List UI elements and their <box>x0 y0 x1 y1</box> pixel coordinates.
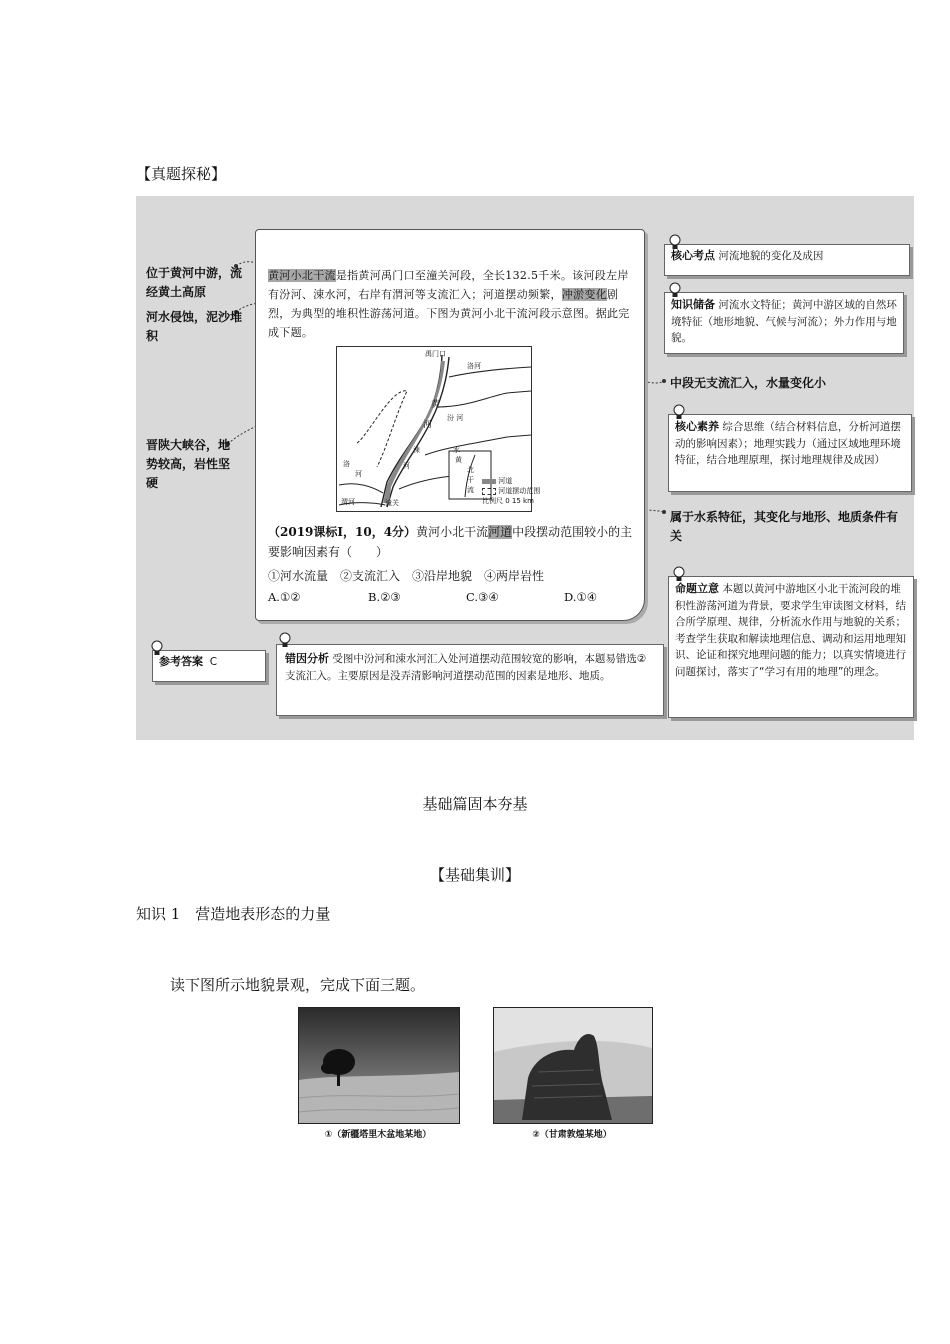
desert-tree-image <box>299 1008 459 1123</box>
question-stem: （2019课标Ⅰ，10，4分）黄河小北干流河道中段摆动范围较小的主要影响因素有（ ） <box>268 525 633 559</box>
label-luo: 洛 <box>343 460 350 468</box>
lightbulb-icon <box>668 234 682 254</box>
label-shui: 水 <box>453 446 460 454</box>
knowledge-heading: 知识 1 营造地表形态的力量 <box>136 905 331 923</box>
answer-options <box>268 590 638 610</box>
box-error-text: 受图中汾河和涑水河汇入处河道摆动范围较宽的影响，本题易错选②支流汇入。主要原因是没弄清影响河道摆动范围的因素是地形、地质。 <box>285 653 647 682</box>
inset-label-gan: 干 <box>467 476 474 484</box>
photo-2-caption: ②（甘肃敦煌某地） <box>532 1130 612 1140</box>
photo-desert-tree <box>298 1007 460 1124</box>
lightbulb-icon <box>278 632 292 652</box>
question-source: （2019课标Ⅰ，10，4分） <box>268 525 417 539</box>
box-error-analysis <box>276 644 664 716</box>
section-title-basic-training: 【基础集训】 <box>429 866 520 884</box>
lightbulb-icon <box>668 282 682 302</box>
box-knowledge-text: 河流水文特征；黄河中游区域的自然环境特征（地形地貌、气候与河流）；外力作用与地貌。 <box>671 299 897 344</box>
annotated-exam-figure <box>136 196 914 740</box>
passage-text: 黄河小北干流是指黄河禹门口至潼关河段，全长132.5千米。该河段左岸有汾河、涑水河，右岸有渭河等支流汇入；河道摆动频繁，冲淤变化剧烈，为典型的堆积性游荡河道。下图为黄河小北干流河段示意图。据此完成下题。 <box>268 269 630 339</box>
option-d: D.①④ <box>564 590 598 604</box>
label-fenhe: 汾 河 <box>447 414 464 422</box>
box-answer <box>152 650 266 682</box>
option-b: B.②③ <box>368 590 401 604</box>
box-error-title: 错因分析 <box>285 652 329 665</box>
label-huang: 黄 <box>431 400 441 410</box>
box-literacy <box>668 414 912 492</box>
note-gorge: 晋陕大峡谷，地势较高，岩性坚硬 <box>146 438 231 490</box>
box-intent <box>668 576 914 718</box>
inset-label-huang: 黄 <box>455 456 462 464</box>
note-river-system: 属于水系特征，其变化与地形、地质条件有关 <box>670 510 899 543</box>
box-core-point <box>664 244 910 276</box>
photo-yardang <box>493 1007 653 1124</box>
inset-label-bei: 北 <box>467 466 474 474</box>
box-intent-title: 命题立意 <box>675 582 719 595</box>
question-items: ①河水流量 ②支流汇入 ③沿岸地貌 ④两岸岩性 <box>268 569 545 583</box>
label-yumenkou: 禹门口 <box>425 350 446 358</box>
section-label-true-questions: 【真题探秘】 <box>136 165 227 183</box>
label-tongguan: 潼关 <box>385 499 399 507</box>
box-literacy-text: 综合思维（结合材料信息，分析河道摆动的影响因素）；地理实践力（通过区域地理环境特征，结合地理原理，探讨地理规律及成因） <box>675 421 901 466</box>
map-legend <box>482 476 612 506</box>
highlight-channel: 河道 <box>488 525 513 539</box>
highlight-term: 黄河小北干流 <box>268 269 336 282</box>
label-he2: 河 <box>403 462 410 470</box>
note-erosion-deposition: 河水侵蚀，泥沙堆积 <box>146 310 243 343</box>
label-weihe: 渭河 <box>341 498 355 506</box>
legend-channel: 河道 <box>482 476 612 486</box>
lightbulb-icon <box>150 640 164 660</box>
note-middle-reaches: 位于黄河中游，流经黄土高原 <box>146 266 243 299</box>
box-literacy-title: 核心素养 <box>675 420 719 433</box>
inset-label-liu: 流 <box>467 486 474 494</box>
option-c: C.③④ <box>466 590 499 604</box>
label-su: 涑 <box>413 446 420 454</box>
lightbulb-icon <box>672 566 686 586</box>
photo-1-caption: ①（新疆塔里木盆地某地） <box>324 1130 432 1140</box>
instruction-text: 读下图所示地貌景观，完成下面三题。 <box>170 976 426 994</box>
box-intent-text: 本题以黄河中游地区小北干流河段的堆积性游荡河道为背景，要求学生审读图文材料，结合所学原理、规律，分析流水作用与地貌的关系；考查学生获取和解读地理信息、调动和运用地理知识、论证和探究地理问题的能力；以真实情境进行问题探讨，落实了“学习有用的地理”的理念。 <box>675 583 906 678</box>
option-a: A.①② <box>268 590 301 604</box>
legend-scale: 比例尺 0 15 km <box>482 497 534 505</box>
highlight-term-2: 冲淤变化 <box>561 288 608 301</box>
label-he3: 河 <box>355 470 362 478</box>
box-knowledge <box>664 292 904 354</box>
box-core-point-text: 河流地貌的变化及成因 <box>718 250 824 262</box>
box-answer-title: 参考答案 <box>159 655 203 668</box>
yardang-image <box>494 1008 652 1123</box>
label-luohe: 洛河 <box>467 362 481 370</box>
box-core-point-title: 核心考点 <box>671 249 715 262</box>
legend-swing-range: 河道摆动范围 <box>482 486 612 496</box>
box-answer-text: C <box>209 656 218 668</box>
question-card <box>255 229 645 621</box>
lightbulb-icon <box>672 404 686 424</box>
box-knowledge-title: 知识储备 <box>671 298 715 311</box>
section-title-basics: 基础篇固本夯基 <box>422 795 528 813</box>
note-no-tributary: 中段无支流汇入，水量变化小 <box>670 376 827 390</box>
label-he: 河 <box>423 420 433 430</box>
